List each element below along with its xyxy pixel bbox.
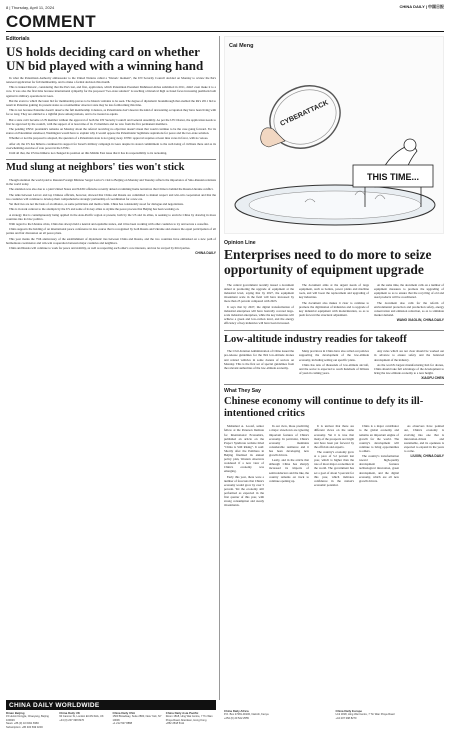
paragraph: The country's transformation toward high-quality development features technological innovation, green development, and the digital economy, which are all new growth drivers. <box>359 454 399 483</box>
paragraph: Lastly, and in the article that although China has sharply increased its imports of semiconductors and the like, the country remains on track to continue opening up. <box>269 458 309 483</box>
cartoon <box>224 36 444 234</box>
cartoon-ring-caption: CYBERATTACK <box>279 99 330 128</box>
office-name: China Daily USA <box>112 711 136 715</box>
paragraph: Though attention the world paid to Russian Foreign Minister Sergei Lavrov's visit to Beijing on Monday and Tuesday reflects the importance of Sino-Russian relations in the world today. <box>6 178 216 187</box>
paragraph: The pending UNSC president's remarks on Monday about the referral receiving no objection doesn't mean that would continue to be the case going forward. For its stance on Palestinian statehood, Washington would have to explain why it would oppose the Palestinians' legitimate aspirations for peace and the two-state solution. <box>6 126 216 136</box>
paragraph: China supports the holding of an international peace conference in due course that is recognized by both Russia and Ukraine and ensures the equal participation of all parties and fair discussion on all peace plans. <box>6 227 216 236</box>
editorial-body-mud <box>6 178 216 250</box>
cartoonist-name: Cai Meng <box>229 43 254 49</box>
paragraph: Until all that, the US has hitherto not changed its position on this Middle East issue that it has its responsibility to its reckoning. <box>9 151 168 155</box>
office-name: China Daily Europe <box>335 709 363 713</box>
lowaltitude-byline: XIAOFU CHEN <box>421 376 444 381</box>
lowaltitude-body <box>224 349 444 380</box>
paragraph: In what the Palestinian Authority ambassador to the United Nations called a "historic moment", the UN Security Council decided on Monday to review the PA's renewed application for full membership, and to make a formal decision this month. <box>6 76 216 85</box>
office-block <box>166 712 216 729</box>
paragraph: After all, the US has hitherto continued its support for Israel's military campaign in Gaza despite its stated commitment to the well-being of civilians there and as its overwhelming exercise of veto power in the UNSC. <box>6 141 216 150</box>
paper-name: CHINA DAILY | 中国日报 <box>399 4 444 9</box>
page-date: 8 | Thursday, April 11, 2024 <box>6 4 55 10</box>
footer <box>6 700 216 729</box>
office-name: China Daily Africa <box>224 709 249 713</box>
wtsay-headline: Chinese economy will continue to defy its ill-intentioned critics <box>224 396 424 420</box>
wtsay-kicker: What They Say <box>224 384 444 394</box>
right-column <box>224 36 444 509</box>
section-title: COMMENT <box>6 12 96 31</box>
office-line: 15 Huixin Dongjie, Chaoyang, Beijing 100029 <box>6 715 49 722</box>
editorial-byline: CHINA DAILY <box>195 251 216 256</box>
office-line: Subscription: +86 400 699 0203 <box>6 725 43 729</box>
opinion-headline: Enterprises need to do more to seize opportunity of equipment upgrade <box>224 247 432 277</box>
office-block <box>113 712 163 729</box>
footer-brand: CHINA DAILY WORLDWIDE <box>6 700 216 710</box>
office-name: Dinan Beijing <box>6 711 25 715</box>
paragraph: The document also makes it clear to continue to promote the digitization of industries and to upgrade of key industrial equipment with modernization, so as to push forward the structural adjustment. <box>299 300 369 317</box>
office-line: +44 207 398 8270 <box>335 716 357 720</box>
masthead <box>6 12 444 32</box>
paragraph: This is not because Palestine doesn't deserve the full membership it desires, as Palestinians don't deserve the kind of devastating occupation they have been living with for so long. They are entitled to a rightful place among nations, and to be treated as equals. <box>6 108 216 117</box>
office-line: +1 212 537 8888 <box>112 722 133 726</box>
office-line: News: +86 (0) 10 6491 8366 <box>6 722 39 726</box>
paragraph: Early this year, there were a number of forecasts that China's economy would grow by over 5 percent. Yet the economy still performed as expected in the first quarter of this year, with strong consumption and steady investments. <box>224 474 264 508</box>
paragraph: The central government recently issued a document aimed at promoting the upgrade of equipment at the industrial level, saying that by 2027, the equipment investment scale in the field will have increased by more than 25 percent compared with 2023. <box>224 283 294 304</box>
what-they-say-section <box>224 384 444 508</box>
editorials-kicker: Editorials <box>6 36 30 42</box>
paragraph: With regard to the Ukraine crisis, China has always held a neutral and equitable stance, and it has been working with other countries to try and secure a ceasefire. <box>9 222 209 227</box>
paragraph: The talks between Lavrov and top Chinese officials, however, showed that China and Russia are committed to mutual respect and win-win cooperation and that the two countries will continue to develop their comprehensive strategic partnership of coordination for a new era. <box>6 192 216 201</box>
paragraph: But a state can't become a UN member without the approval of both the UN Security Council and General Assembly. As per the UN Charter, the application needs to first be approved by the council, with the support of at least nine of its 15 members and no veto from the five permanent members. <box>6 117 216 126</box>
office-line: +852 2518 5111 <box>165 722 185 726</box>
lowaltitude-headline: Low-altitude industry readies for takeoff <box>224 330 444 346</box>
office-name: China Daily UK <box>59 711 80 715</box>
paragraph: At the same time, the document calls on a number of equipment measures to promote the upgrading of equipment so as to ensure that the recycling of old and used products will be coordinated. <box>374 283 444 300</box>
office-block <box>6 712 56 729</box>
paragraph: The attention was also due to a joint United States and NATO offensive recently aimed at ramming home narratives that China is behind the Russia-Ukraine conflict. <box>9 187 214 192</box>
paragraph: Whether or not the proposal is adopted, the question of a Palestinian state is not going away. UNSC approval requires at least nine votes in favor, with no vetoes. <box>9 136 209 141</box>
paragraph: It is unclear that there are different views on the same economy. Yet it is true that many of the prospects are bright and have been put forward by the officials and experts. <box>314 424 354 449</box>
footer-offices-right <box>224 710 444 720</box>
office-line: +44 (0) 207 398 8270 <box>59 718 85 722</box>
paragraph: As the world's largest manufacturing hub for drones, China should take full advantage of the development to bring the low-altitude economy to a new height. <box>374 362 444 375</box>
paragraph: China is a major contributor to the global economy and remains an important engine of growth for the world. The country's development will continue to bring opportunities to others. <box>359 424 399 453</box>
paragraph: But the event to which the latest bid for membership proves to be historic remains to be seen. The degree of diplomatic breakthrough that enabled the PA's 2011 bid to result in Palestine gaining its present status as a nonmember observer state may be less forthcoming this time. <box>6 98 216 107</box>
opinion-body <box>224 283 444 326</box>
paragraph: This year marks the 75th anniversary of the establishment of diplomatic ties between China and Russia, and the two countries have embarked on a new path of harmonious coexistence and win-win cooperation between major countries and neighbors. <box>6 236 216 245</box>
footer-offices <box>6 712 216 729</box>
editorial-headline-un: US holds deciding card on whether UN bid played with a winning hand <box>6 44 204 73</box>
paragraph: Yet their ties are not the basis of an alliance, as some politicians and media claim. China has consistently stood for dialogue and negotiations. <box>9 202 184 207</box>
paragraph: This is in stark contrast to the attempts by the US and some of its key allies to stymie the peace process that Beijing has been working on. <box>9 207 180 212</box>
opinion-kicker: Opinion Line <box>224 240 256 246</box>
editorial-body-un <box>6 76 216 155</box>
office-name: China Daily Asia Pacific <box>165 711 199 715</box>
paragraph: China and Russia will continue to work for peace and stability, as well as respecting each other's core interests, and not be swayed by third parties. <box>9 246 191 251</box>
paragraph: As observers have pointed out, China's economy is evolving into one that is innovation-driven and sustainable, and its openness is expected to expand in the years to come. <box>404 424 444 453</box>
office-line: Room 1818, Hing Wai Centre, 7 Tin Wan Praya Road, Aberdeen, Hong Kong <box>165 715 213 722</box>
paragraph: Any rules which are not clear should be worked out in advance to ensure safety and the balanced development of the industry. <box>374 349 444 362</box>
office-line: P.O. Box 27281-00100, Nairobi, Kenya <box>224 713 269 717</box>
paragraph: The document also calls for the reform of environmental protection and production safety, energy conservation and emission reduction, so as to stimulate market demand. <box>374 300 444 317</box>
office-line: +254 (0) 20 522 2555 <box>224 716 249 720</box>
office-line: Unit 1818, Hing Wai Centre, 7 Tin Wan Praya Road <box>335 713 395 717</box>
paragraph: In our view, those predicting a major slowdown are ignoring important features of China's economy. In particular, China's economy maintains considerable resilience and it has been developing new growth drivers. <box>269 424 309 457</box>
paragraph: The country's economy grew at a pace of 5.2 percent last year, which is higher than the rate of most major economies in the world. The government has set a goal of about 5 percent for this year, which indicates confidence in the nation's economic potential. <box>314 450 354 487</box>
wtsay-body <box>224 424 444 508</box>
paragraph: It says that by 2027, the digital transformation of industrial enterprises will have basically covered large-scale industrial enterprises, while the key industries will achieve a green and low-carbon level, and the energy efficiency of key industries will have been increased. <box>224 304 294 326</box>
editorial-headline-mud: Mud slung at neighbors' ties won't stick <box>6 159 216 174</box>
office-block <box>59 712 109 729</box>
top-bar <box>6 3 444 11</box>
paragraph: A strategy that is contemptuously being applied in the Asia-Pacific region at present, both by the US and its allies, is seeking to encircle China by drawing in more countries into its bloc politics. <box>6 212 216 221</box>
office-block <box>336 710 445 720</box>
editorials-column <box>6 36 216 255</box>
paragraph: Mohamed A. Lootaf, senior fellow at the Peterson Institute for International Economics, published an article on the Project Syndicate website titled "China is Still Rising". It said: Shortly after the Politburo in Beijing finalized its annual policy plan, Western observers wondered if a new view of China's economy was emerging. <box>224 424 264 474</box>
cartoon-illustration <box>225 37 445 235</box>
paragraph: Many provinces in China have also rolled out policies supporting the development of the low-altitude economy, including setting out specific plans. <box>299 349 369 362</box>
column-divider <box>219 36 220 700</box>
cartoon-pool-caption: THIS TIME... <box>366 172 420 182</box>
opinion-byline: WANG XIAOLIN, CHINA DAILY <box>396 318 444 323</box>
office-block <box>224 710 333 720</box>
paragraph: This is indeed historic, considering that the PA's last, and first, application, which Palestinian President Mahmoud Abbas submitted in 2011, didn't even make it to a vote. It was also the first time because international sympathy for the proposed "two-state solution" is reaching a historical high as Israel faces increasing pushback both against its military operations in Gaza. <box>6 85 216 98</box>
office-line: 1500 Broadway, Suite 2800, New York, NY 10036 <box>112 715 162 722</box>
office-line: 90 Cannon St, London EC4N 6HA, UK <box>59 715 104 719</box>
paragraph: China has tens of thousands of low-altitude aircraft, and the sector is expected to reach hundreds of billions of yuan in coming years. <box>299 362 369 375</box>
paragraph: The document aims at the urgent needs of large equipment, such as boilers, power plants and machine tools, and will boost the replacement and upgrading of key industries. <box>299 283 369 300</box>
wtsay-byline: LIUXIN, CHINA DAILY <box>410 454 444 459</box>
paragraph: The Civil Aviation Administration of China issued the pre-release guidelines for the 824 low-altitude drones and related vehicles in some dozens of sectors on Monday. This is the first set of special guidelines from the relevant authorities of the low-altitude economy. <box>224 349 294 370</box>
